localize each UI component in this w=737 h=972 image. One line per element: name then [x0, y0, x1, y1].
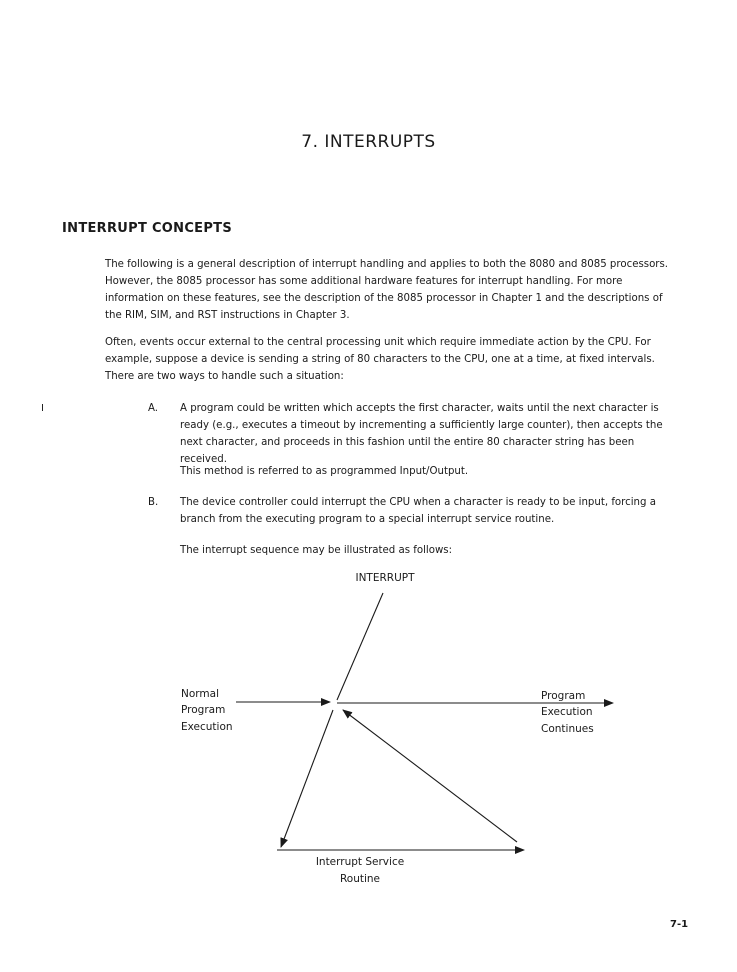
item-a-note: This method is referred to as programmed Input/Output.: [180, 466, 469, 477]
continues-label-line-3: Continues: [541, 723, 594, 735]
normal-label-line-3: Execution: [181, 721, 233, 733]
interrupt-label: INTERRUPT: [355, 572, 415, 584]
section-heading: INTERRUPT CONCEPTS: [62, 221, 233, 236]
paragraph-intro: The following is a general description of interrupt handling and applies to both the 8080 and 8085 processors. However, the 8085 processor has some additional hardware features for interrupt handling. For more information on these features, see the description of the 8085 processor in Chapter 1 and the descriptions of the RIM, SIM, and RST instructions in Chapter 3.: [105, 259, 669, 321]
item-b-letter: B.: [148, 497, 159, 508]
continues-label-line-2: Execution: [541, 706, 593, 718]
service-label-line-1: Interrupt Service: [315, 856, 405, 868]
normal-label-line-2: Program: [181, 704, 226, 716]
item-b-text: The device controller could interrupt the CPU when a character is ready to be input, forcing a branch from the executing program to a special interrupt service routine.: [180, 497, 656, 525]
chapter-title: 7. INTERRUPTS: [301, 132, 436, 152]
normal-label-line-1: Normal: [181, 688, 219, 700]
paragraph-events: Often, events occur external to the central processing unit which require immediate action by the CPU. For example, suppose a device is sending a string of 80 characters to the CPU, one at a time, at fixed intervals. There are two ways to handle such a situation:: [105, 337, 655, 382]
page-number: 7-1: [670, 919, 689, 930]
service-label-line-2: Routine: [339, 873, 381, 885]
interrupt-sequence-diagram: [0, 560, 737, 900]
branch-to-service-arrow: [281, 710, 333, 847]
continues-label-line-1: Program: [541, 690, 586, 702]
margin-mark: I: [41, 403, 44, 414]
item-b-note: The interrupt sequence may be illustrated as follows:: [180, 545, 453, 556]
item-a-letter: A.: [148, 403, 159, 414]
interrupt-signal-line: [337, 593, 383, 700]
item-a-text: A program could be written which accepts the first character, waits until the next character is ready (e.g., executes a timeout by incrementing a sufficiently large counter), then accepts the next character, and proceeds in this fashion until the entire 80 character string has been received.: [180, 403, 663, 465]
return-arrow: [343, 710, 517, 842]
